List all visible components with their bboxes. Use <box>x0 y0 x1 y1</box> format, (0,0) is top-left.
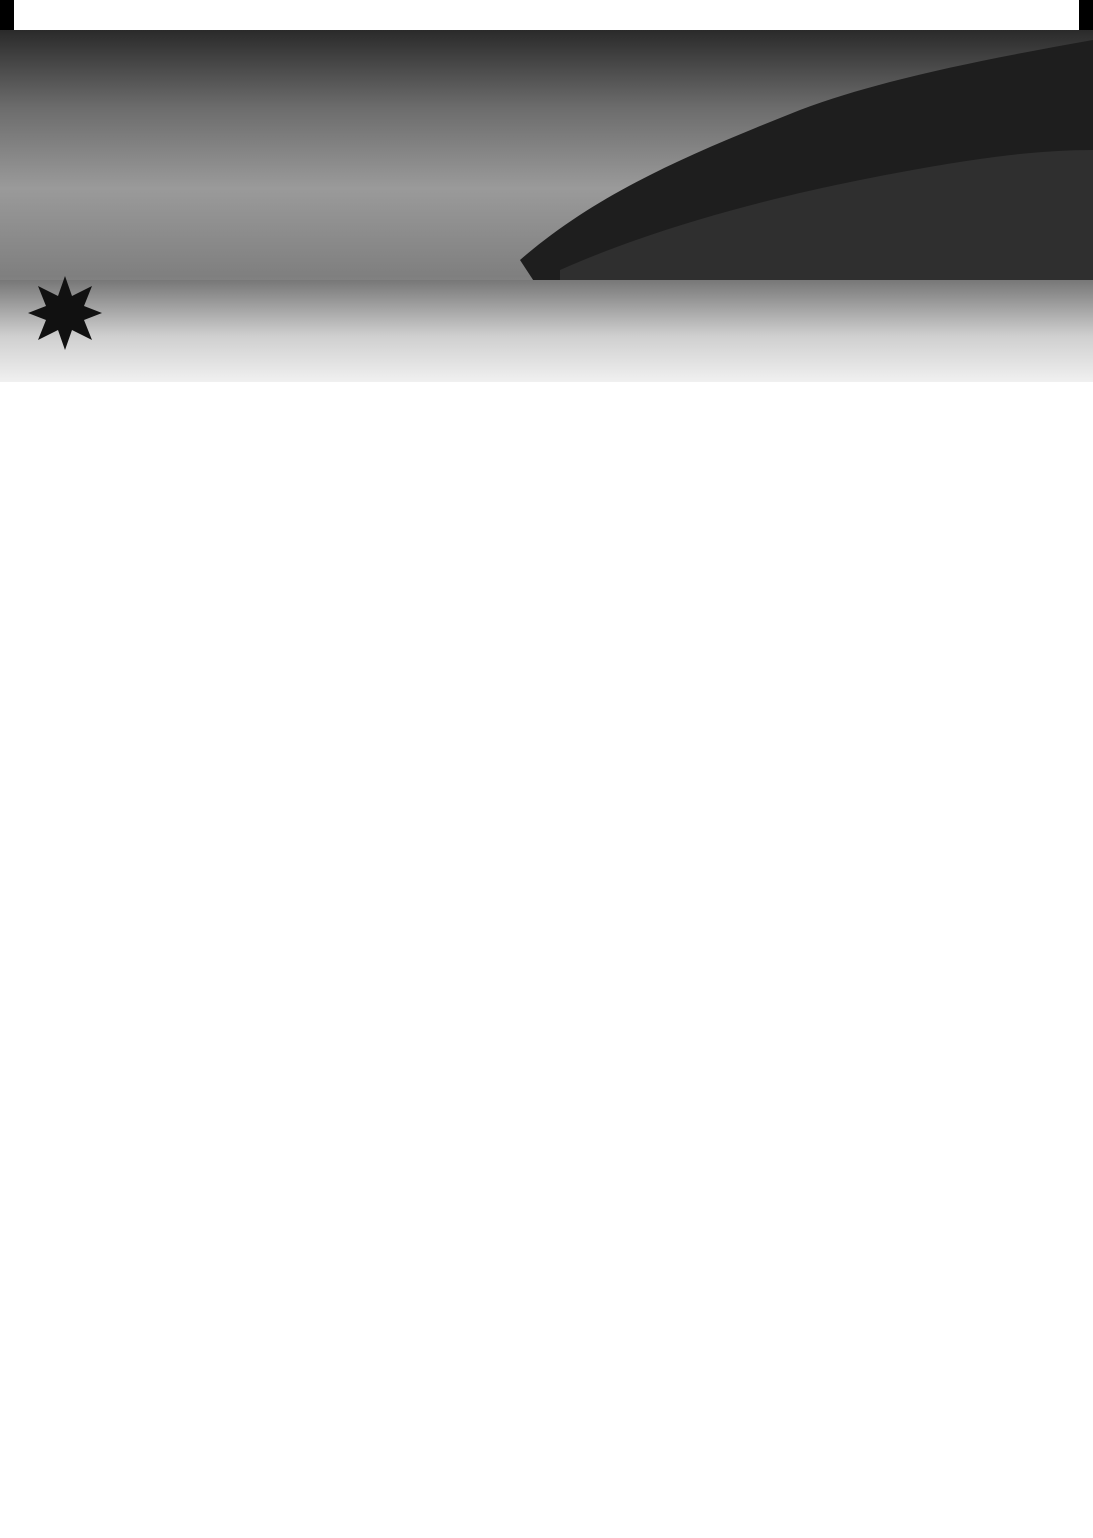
price-line <box>22 284 108 352</box>
starburst-badge <box>26 274 104 352</box>
starburst-icon <box>26 274 104 352</box>
ad-tag-right <box>1079 0 1093 30</box>
hero-banner <box>0 30 1093 382</box>
sea-gradient <box>0 280 1093 382</box>
ad-tag-left <box>0 0 14 30</box>
